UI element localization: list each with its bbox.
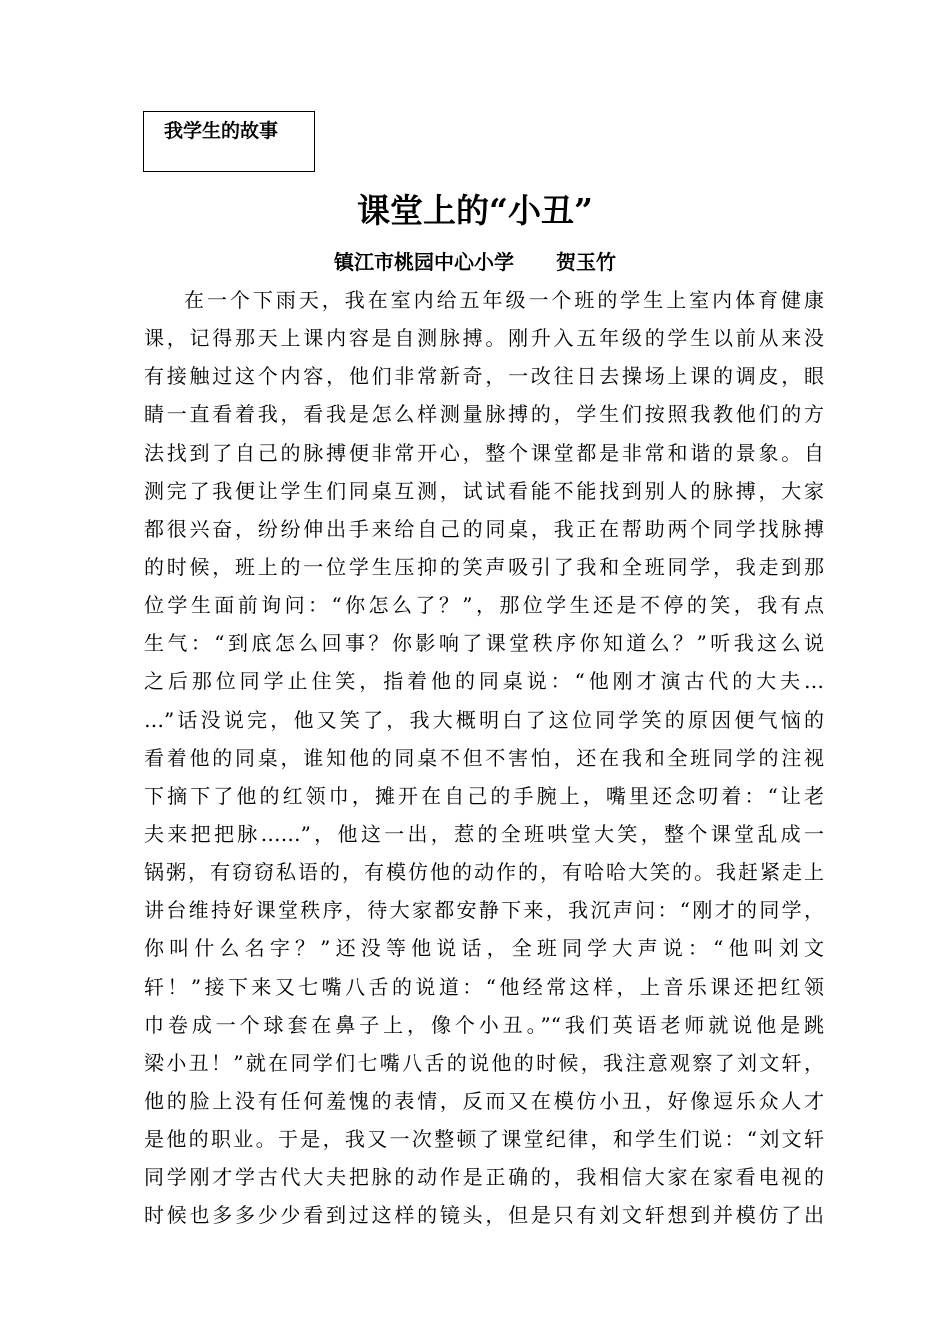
body-line: 同学刚才学古代大夫把脉的动作是正确的，我相信大家在家看电视的: [144, 1165, 824, 1190]
body-line: 有接触过这个内容，他们非常新奇，一改往日去操场上课的调皮，眼: [144, 364, 824, 389]
body-line: 下摘下了他的红领巾，摊开在自己的手腕上，嘴里还念叨着：“让老: [144, 783, 824, 808]
body-line: 位学生面前询问：“你怎么了？”，那位学生还是不停的笑，我有点: [144, 593, 824, 618]
body-line: 测完了我便让学生们同桌互测，试试看能不能找到别人的脉搏，大家: [144, 478, 824, 503]
body-line: 他的脸上没有任何羞愧的表情，反而又在模仿小丑，好像逗乐众人才: [144, 1088, 824, 1113]
body-line: 之后那位同学止住笑，指着他的同桌说：“他刚才演古代的大夫…: [144, 669, 824, 694]
article-body: [144, 281, 824, 1235]
body-line: 锅粥，有窃窃私语的，有模仿他的动作的，有哈哈大笑的。我赶紧走上: [144, 860, 824, 885]
body-line: 课，记得那天上课内容是自测脉搏。刚升入五年级的学生以前从来没: [144, 326, 824, 351]
author-school: 镇江市桃园中心小学: [334, 250, 514, 274]
body-line: 睛一直看着我，看我是怎么样测量脉搏的，学生们按照我教他们的方: [144, 402, 824, 427]
body-line: 你叫什么名字？”还没等他说话，全班同学大声说：“他叫刘文: [144, 936, 824, 961]
body-line: 法找到了自己的脉搏便非常开心，整个课堂都是非常和谐的景象。自: [144, 440, 824, 465]
body-line: 巾卷成一个球套在鼻子上，像个小丑。”“我们英语老师就说他是跳: [144, 1012, 824, 1037]
body-line: …”话没说完，他又笑了，我大概明白了这位同学笑的原因便气恼的: [144, 707, 824, 732]
body-line: 在一个下雨天，我在室内给五年级一个班的学生上室内体育健康: [184, 288, 824, 312]
story-category-box: [143, 111, 315, 172]
story-category-label: 我学生的故事: [164, 120, 279, 142]
body-line: 讲台维持好课堂秩序，待大家都安静下来，我沉声问：“刚才的同学，: [144, 898, 824, 923]
body-line: 夫来把把脉……”，他这一出，惹的全班哄堂大笑，整个课堂乱成一: [144, 821, 824, 846]
body-line: 时候也多多少少看到过这样的镜头，但是只有刘文轩想到并模仿了出: [144, 1203, 824, 1228]
body-line: 梁小丑！”就在同学们七嘴八舌的说他的时候，我注意观察了刘文轩，: [144, 1050, 824, 1075]
article-byline: [0, 247, 950, 277]
article-title: 课堂上的“小丑”: [357, 191, 593, 230]
author-name: 贺玉竹: [556, 250, 616, 274]
body-line: 生气：“到底怎么回事？你影响了课堂秩序你知道么？”听我这么说: [144, 631, 824, 656]
body-line: 轩！”接下来又七嘴八舌的说道：“他经常这样，上音乐课还把红领: [144, 974, 824, 999]
body-line: 都很兴奋，纷纷伸出手来给自己的同桌，我正在帮助两个同学找脉搏: [144, 516, 824, 541]
body-line: 看着他的同桌，谁知他的同桌不但不害怕，还在我和全班同学的注视: [144, 745, 824, 770]
body-line: 的时候，班上的一位学生压抑的笑声吸引了我和全班同学，我走到那: [144, 554, 824, 579]
body-line: 是他的职业。于是，我又一次整顿了课堂纪律，和学生们说：“刘文轩: [144, 1127, 824, 1152]
